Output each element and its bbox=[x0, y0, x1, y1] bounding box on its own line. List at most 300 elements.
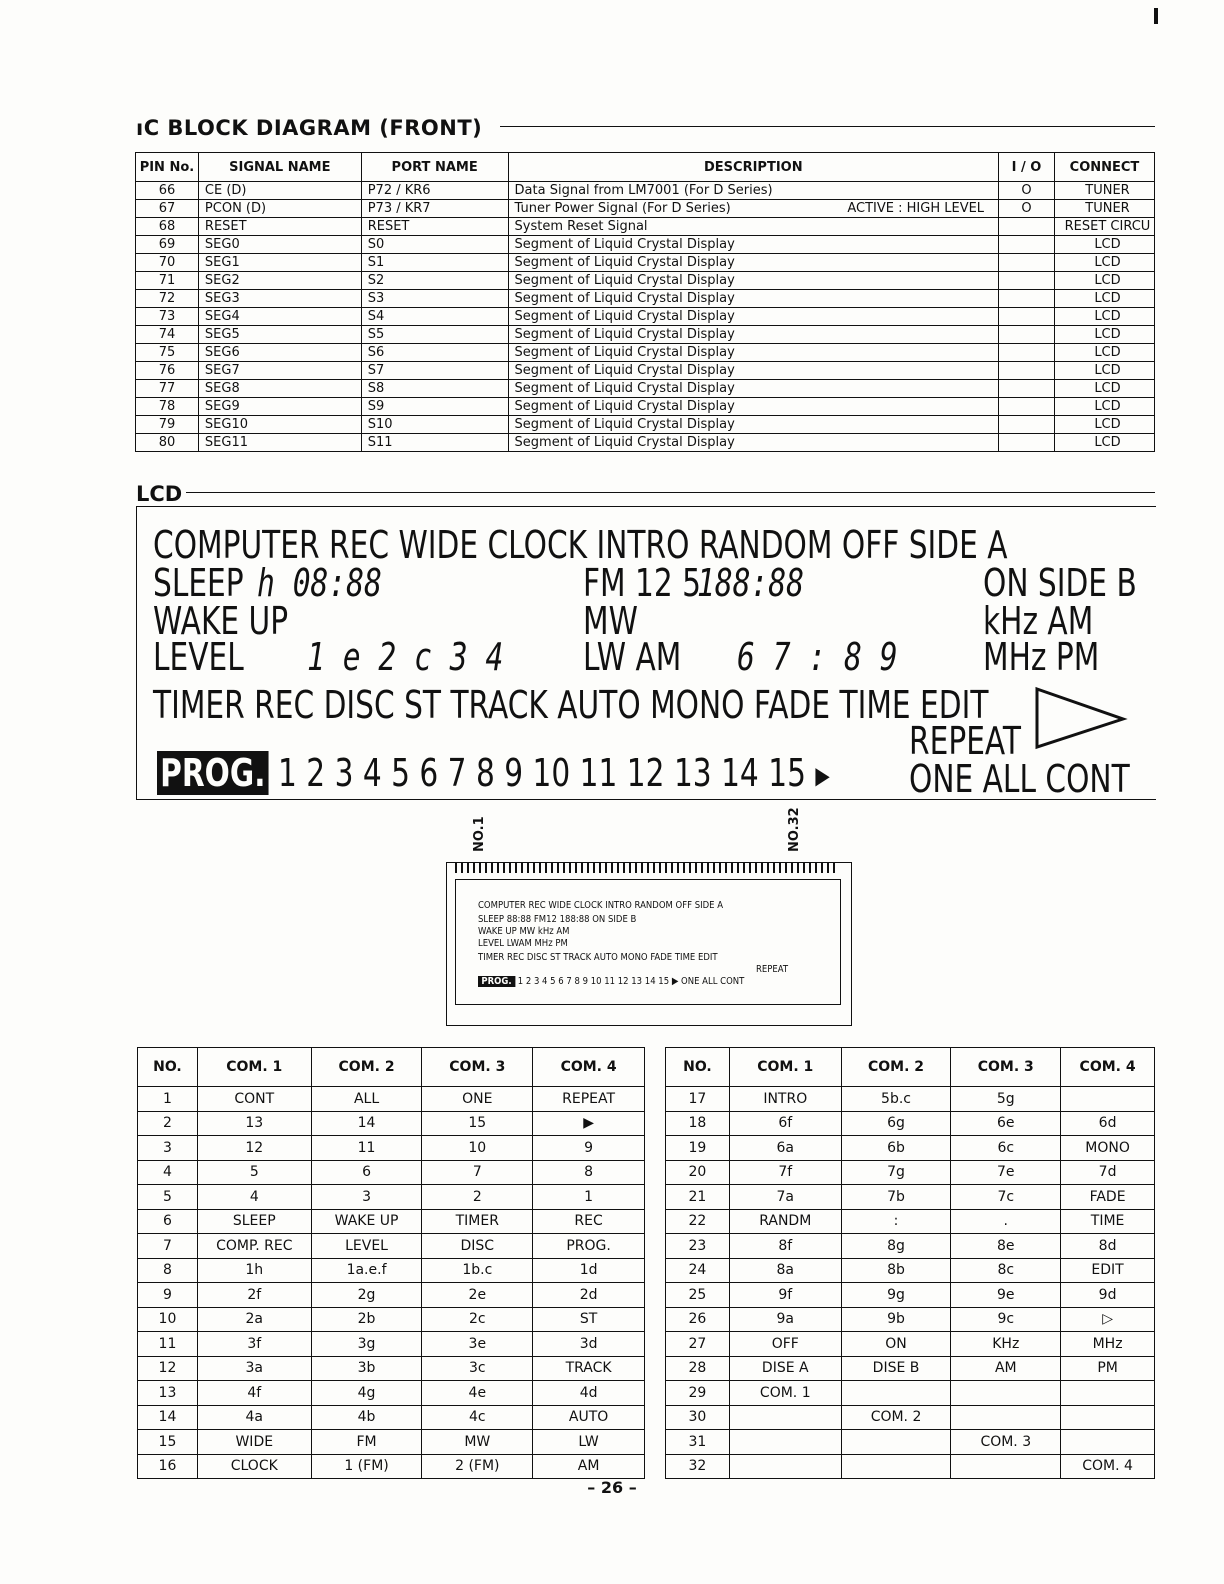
table-cell bbox=[999, 326, 1055, 344]
table-cell: 5b.c bbox=[841, 1087, 951, 1112]
lcd-sleep: SLEEP bbox=[153, 561, 244, 605]
table-cell: 4c bbox=[422, 1405, 533, 1430]
table-row bbox=[138, 1405, 645, 1430]
lcd-wake-up: WAKE UP bbox=[153, 599, 289, 643]
cell-text: SEG0 bbox=[204, 237, 240, 252]
table-cell: MW bbox=[422, 1430, 533, 1455]
table-row bbox=[136, 416, 1155, 434]
table-cell bbox=[198, 308, 361, 326]
mini-line-5: TIMER REC DISC ST TRACK AUTO MONO FADE TIME EDIT bbox=[478, 952, 718, 963]
table-cell bbox=[361, 254, 508, 272]
lcd-module-drawing bbox=[446, 862, 852, 1026]
table-cell: 7g bbox=[841, 1160, 951, 1185]
cell-text: SEG3 bbox=[204, 291, 240, 306]
table-cell bbox=[729, 1454, 841, 1479]
table-cell bbox=[198, 380, 361, 398]
table-cell: 15 bbox=[422, 1111, 533, 1136]
table-cell bbox=[841, 1381, 951, 1406]
table-cell: AUTO bbox=[533, 1405, 645, 1430]
table-cell: KHz bbox=[951, 1332, 1061, 1357]
table-cell: COM. 4 bbox=[1061, 1454, 1155, 1479]
table-cell: 9d bbox=[1061, 1283, 1155, 1308]
table-cell: REC bbox=[533, 1209, 645, 1234]
lcd-clock-digits: h 08:88 bbox=[257, 561, 382, 605]
cell-text: LCD bbox=[1094, 237, 1121, 252]
table-cell bbox=[361, 416, 508, 434]
table-cell bbox=[508, 344, 999, 362]
table-cell: 3g bbox=[311, 1332, 422, 1357]
title-rule bbox=[500, 126, 1155, 127]
cell-text: Data Signal from LM7001 (For D Series) bbox=[514, 183, 773, 198]
cell-text: 71 bbox=[158, 273, 176, 288]
lcd-module-window bbox=[455, 879, 841, 1005]
table-cell: 2 bbox=[422, 1185, 533, 1210]
table-row bbox=[666, 1209, 1155, 1234]
mini-numbers: 1 2 3 4 5 6 7 8 9 10 11 12 13 14 15 ▶ ONE ALL CONT bbox=[517, 976, 745, 987]
cell-text: System Reset Signal bbox=[514, 219, 648, 234]
table-row bbox=[666, 1185, 1155, 1210]
table-cell: DISC bbox=[422, 1234, 533, 1259]
table-cell bbox=[1061, 1381, 1155, 1406]
table-cell bbox=[361, 272, 508, 290]
table-cell bbox=[1054, 416, 1154, 434]
table-cell bbox=[361, 236, 508, 254]
lcd-one-all-cont: ONE ALL CONT bbox=[909, 757, 1130, 801]
table-cell: COM. 1 bbox=[729, 1381, 841, 1406]
table-cell: 9c bbox=[951, 1307, 1061, 1332]
table-cell: 4g bbox=[311, 1381, 422, 1406]
table-cell bbox=[198, 344, 361, 362]
com-table-left bbox=[137, 1047, 645, 1479]
table-cell bbox=[508, 434, 999, 452]
cell-text: Segment of Liquid Crystal Display bbox=[514, 273, 735, 288]
lcd-line-5: TIMER REC DISC ST TRACK AUTO MONO FADE TIME EDIT bbox=[153, 683, 989, 727]
table-row bbox=[666, 1160, 1155, 1185]
table-cell: 2d bbox=[533, 1283, 645, 1308]
table-row bbox=[138, 1185, 645, 1210]
table-cell: 32 bbox=[666, 1454, 730, 1479]
cell-text: P72 / KR6 bbox=[367, 183, 431, 198]
table-cell: 5 bbox=[138, 1185, 198, 1210]
table-cell bbox=[136, 344, 199, 362]
table-cell bbox=[361, 344, 508, 362]
table-cell bbox=[198, 290, 361, 308]
table-cell: 2f bbox=[197, 1283, 311, 1308]
column-header: PIN No. bbox=[136, 153, 199, 182]
table-cell bbox=[951, 1405, 1061, 1430]
cell-text: RESET CIRCU bbox=[1064, 219, 1151, 234]
table-row bbox=[136, 344, 1155, 362]
table-cell bbox=[136, 416, 199, 434]
cell-text: Segment of Liquid Crystal Display bbox=[514, 327, 735, 342]
lcd-mhz-pm: MHz PM bbox=[983, 635, 1100, 679]
cell-text: 79 bbox=[158, 417, 176, 432]
table-cell bbox=[361, 182, 508, 200]
table-cell bbox=[841, 1454, 951, 1479]
table-cell bbox=[136, 254, 199, 272]
table-cell: 1 bbox=[533, 1185, 645, 1210]
table-row bbox=[138, 1234, 645, 1259]
cell-text: SEG7 bbox=[204, 363, 240, 378]
table-cell bbox=[1061, 1430, 1155, 1455]
cell-text: S10 bbox=[367, 417, 393, 432]
table-cell: INTRO bbox=[729, 1087, 841, 1112]
mini-line-3: WAKE UP MW kHz AM bbox=[478, 926, 570, 937]
table-cell bbox=[136, 182, 199, 200]
table-cell: 2c bbox=[422, 1307, 533, 1332]
table-cell bbox=[361, 326, 508, 344]
column-header: COM. 4 bbox=[1061, 1048, 1155, 1087]
cell-text: S0 bbox=[367, 237, 385, 252]
table-cell bbox=[999, 416, 1055, 434]
table-cell bbox=[136, 218, 199, 236]
cell-text: 73 bbox=[158, 309, 176, 324]
table-row bbox=[666, 1332, 1155, 1357]
column-header: SIGNAL NAME bbox=[198, 153, 361, 182]
table-cell bbox=[951, 1381, 1061, 1406]
cell-text: SEG11 bbox=[204, 435, 249, 450]
column-header: NO. bbox=[666, 1048, 730, 1087]
cell-note: ACTIVE : HIGH LEVEL bbox=[847, 201, 985, 216]
table-cell: 23 bbox=[666, 1234, 730, 1259]
column-header: NO. bbox=[138, 1048, 198, 1087]
lcd-side-b: ON SIDE B bbox=[983, 561, 1137, 605]
cell-text: S11 bbox=[367, 435, 393, 450]
table-cell bbox=[136, 326, 199, 344]
table-cell bbox=[136, 380, 199, 398]
table-cell bbox=[508, 218, 999, 236]
table-cell bbox=[508, 200, 999, 218]
table-cell: 1h bbox=[197, 1258, 311, 1283]
table-cell: PM bbox=[1061, 1356, 1155, 1381]
table-cell bbox=[198, 218, 361, 236]
table-cell: ▶ bbox=[533, 1111, 645, 1136]
table-row bbox=[136, 308, 1155, 326]
section-title: ıC BLOCK DIAGRAM (FRONT) bbox=[136, 116, 483, 140]
table-cell bbox=[999, 380, 1055, 398]
cell-text: 70 bbox=[158, 255, 176, 270]
table-cell: 14 bbox=[138, 1405, 198, 1430]
table-cell: 22 bbox=[666, 1209, 730, 1234]
table-cell bbox=[841, 1430, 951, 1455]
table-cell: 12 bbox=[197, 1136, 311, 1161]
table-cell: 27 bbox=[666, 1332, 730, 1357]
table-cell: 9a bbox=[729, 1307, 841, 1332]
cell-text: S9 bbox=[367, 399, 385, 414]
table-cell: 1d bbox=[533, 1258, 645, 1283]
mini-line-6: REPEAT bbox=[756, 964, 789, 975]
cell-text: SEG2 bbox=[204, 273, 240, 288]
table-cell bbox=[999, 272, 1055, 290]
table-cell: TIME bbox=[1061, 1209, 1155, 1234]
table-row bbox=[666, 1430, 1155, 1455]
table-cell: 5g bbox=[951, 1087, 1061, 1112]
cell-text: SEG1 bbox=[204, 255, 240, 270]
cell-text: Segment of Liquid Crystal Display bbox=[514, 417, 735, 432]
table-cell bbox=[361, 218, 508, 236]
column-header: COM. 2 bbox=[311, 1048, 422, 1087]
table-row bbox=[138, 1111, 645, 1136]
cell-text: P73 / KR7 bbox=[367, 201, 431, 216]
table-cell: 1a.e.f bbox=[311, 1258, 422, 1283]
table-cell bbox=[136, 362, 199, 380]
table-cell bbox=[198, 434, 361, 452]
cell-text: SEG8 bbox=[204, 381, 240, 396]
table-row bbox=[138, 1160, 645, 1185]
table-cell bbox=[136, 200, 199, 218]
table-cell: 9 bbox=[138, 1283, 198, 1308]
table-cell bbox=[999, 290, 1055, 308]
table-row bbox=[136, 236, 1155, 254]
table-cell: LEVEL bbox=[311, 1234, 422, 1259]
table-row bbox=[136, 380, 1155, 398]
table-cell bbox=[508, 416, 999, 434]
table-row bbox=[666, 1405, 1155, 1430]
table-row bbox=[138, 1356, 645, 1381]
table-cell bbox=[508, 290, 999, 308]
mini-line-2: SLEEP 88:88 FM12 188:88 ON SIDE B bbox=[478, 914, 637, 925]
table-row bbox=[666, 1136, 1155, 1161]
table-cell: 7a bbox=[729, 1185, 841, 1210]
table-cell: DISE A bbox=[729, 1356, 841, 1381]
table-cell: 3 bbox=[311, 1185, 422, 1210]
table-cell: 2e bbox=[422, 1283, 533, 1308]
table-row bbox=[138, 1258, 645, 1283]
table-cell: 28 bbox=[666, 1356, 730, 1381]
lcd-line-1: COMPUTER REC WIDE CLOCK INTRO RANDOM OFF SIDE A bbox=[153, 523, 1008, 567]
lcd-digit-legend-right: 6 7 : 8 9 bbox=[737, 635, 898, 679]
table-cell bbox=[508, 398, 999, 416]
table-cell: 4d bbox=[533, 1381, 645, 1406]
table-cell: 2g bbox=[311, 1283, 422, 1308]
table-cell bbox=[1054, 380, 1154, 398]
table-cell: 8d bbox=[1061, 1234, 1155, 1259]
table-row bbox=[138, 1381, 645, 1406]
cell-text: TUNER bbox=[1085, 201, 1130, 216]
table-cell: 8a bbox=[729, 1258, 841, 1283]
table-cell bbox=[1054, 362, 1154, 380]
table-cell bbox=[999, 218, 1055, 236]
table-cell: PROG. bbox=[533, 1234, 645, 1259]
table-row bbox=[136, 272, 1155, 290]
table-cell bbox=[729, 1430, 841, 1455]
cell-text: S3 bbox=[367, 291, 385, 306]
cell-text: SEG4 bbox=[204, 309, 240, 324]
table-row bbox=[666, 1087, 1155, 1112]
table-cell: 30 bbox=[666, 1405, 730, 1430]
table-cell: 1 (FM) bbox=[311, 1454, 422, 1479]
table-cell: 6 bbox=[311, 1160, 422, 1185]
cell-text: 72 bbox=[158, 291, 176, 306]
table-cell: ST bbox=[533, 1307, 645, 1332]
cell-text: 69 bbox=[158, 237, 176, 252]
mini-line-4: LEVEL LWAM MHz PM bbox=[478, 938, 568, 949]
table-cell bbox=[1061, 1087, 1155, 1112]
table-cell: 10 bbox=[138, 1307, 198, 1332]
table-cell bbox=[361, 380, 508, 398]
table-cell bbox=[361, 290, 508, 308]
table-cell: LW bbox=[533, 1430, 645, 1455]
cell-text: SEG5 bbox=[204, 327, 240, 342]
cell-text: LCD bbox=[1094, 345, 1121, 360]
table-cell: 25 bbox=[666, 1283, 730, 1308]
table-cell bbox=[198, 362, 361, 380]
table-cell: 5 bbox=[197, 1160, 311, 1185]
table-cell bbox=[361, 362, 508, 380]
table-row bbox=[666, 1307, 1155, 1332]
cell-text: 77 bbox=[158, 381, 176, 396]
lcd-freq-digits: 188:88 bbox=[697, 561, 805, 605]
table-cell: 3c bbox=[422, 1356, 533, 1381]
table-cell: SLEEP bbox=[197, 1209, 311, 1234]
table-cell bbox=[1054, 218, 1154, 236]
cell-text: S5 bbox=[367, 327, 385, 342]
table-cell bbox=[1054, 326, 1154, 344]
table-cell bbox=[1054, 344, 1154, 362]
cell-text: LCD bbox=[1094, 435, 1121, 450]
table-cell bbox=[999, 398, 1055, 416]
table-row bbox=[136, 254, 1155, 272]
table-cell bbox=[136, 308, 199, 326]
table-cell: 9g bbox=[841, 1283, 951, 1308]
table-row bbox=[666, 1258, 1155, 1283]
table-cell: 3e bbox=[422, 1332, 533, 1357]
table-cell: 10 bbox=[422, 1136, 533, 1161]
table-cell: REPEAT bbox=[533, 1087, 645, 1112]
table-cell: 17 bbox=[666, 1087, 730, 1112]
table-cell: 7b bbox=[841, 1185, 951, 1210]
cell-text: LCD bbox=[1094, 309, 1121, 324]
table-cell: CONT bbox=[197, 1087, 311, 1112]
table-cell: : bbox=[841, 1209, 951, 1234]
cell-text: S2 bbox=[367, 273, 385, 288]
table-cell: . bbox=[951, 1209, 1061, 1234]
table-cell: 2 bbox=[138, 1111, 198, 1136]
column-header: CONNECT bbox=[1054, 153, 1154, 182]
table-cell: 21 bbox=[666, 1185, 730, 1210]
play-icon: ▶ bbox=[815, 761, 830, 790]
table-cell bbox=[508, 308, 999, 326]
table-cell: 2a bbox=[197, 1307, 311, 1332]
lcd-digit-legend-left: 1 e 2 c 3 4 bbox=[307, 635, 504, 679]
table-cell bbox=[508, 254, 999, 272]
table-cell bbox=[508, 272, 999, 290]
cell-text: Segment of Liquid Crystal Display bbox=[514, 381, 735, 396]
table-row bbox=[666, 1454, 1155, 1479]
table-cell: OFF bbox=[729, 1332, 841, 1357]
table-cell: 16 bbox=[138, 1454, 198, 1479]
cell-text: 74 bbox=[158, 327, 176, 342]
table-cell bbox=[1054, 236, 1154, 254]
cell-text: SEG10 bbox=[204, 417, 249, 432]
table-cell: 9b bbox=[841, 1307, 951, 1332]
table-cell bbox=[198, 272, 361, 290]
column-header: COM. 2 bbox=[841, 1048, 951, 1087]
table-cell bbox=[361, 434, 508, 452]
table-cell bbox=[508, 182, 999, 200]
table-cell: 7 bbox=[422, 1160, 533, 1185]
cell-text: LCD bbox=[1094, 417, 1121, 432]
table-cell: 8c bbox=[951, 1258, 1061, 1283]
table-cell: 13 bbox=[138, 1381, 198, 1406]
table-cell: FADE bbox=[1061, 1185, 1155, 1210]
table-cell: 7 bbox=[138, 1234, 198, 1259]
table-cell bbox=[999, 254, 1055, 272]
table-cell: WIDE bbox=[197, 1430, 311, 1455]
table-row bbox=[136, 182, 1155, 200]
table-cell: 6b bbox=[841, 1136, 951, 1161]
cell-text: 68 bbox=[158, 219, 176, 234]
table-cell bbox=[198, 200, 361, 218]
table-cell bbox=[361, 398, 508, 416]
table-cell: 26 bbox=[666, 1307, 730, 1332]
column-header: COM. 3 bbox=[951, 1048, 1061, 1087]
table-cell: 24 bbox=[666, 1258, 730, 1283]
cell-text: CE (D) bbox=[204, 183, 247, 198]
cell-text: Segment of Liquid Crystal Display bbox=[514, 399, 735, 414]
table-cell: 9e bbox=[951, 1283, 1061, 1308]
table-cell: ONE bbox=[422, 1087, 533, 1112]
lcd-level: LEVEL bbox=[153, 635, 244, 679]
cell-text: S6 bbox=[367, 345, 385, 360]
table-row bbox=[136, 362, 1155, 380]
column-header: COM. 1 bbox=[729, 1048, 841, 1087]
table-cell: 1 bbox=[138, 1087, 198, 1112]
table-cell: 13 bbox=[197, 1111, 311, 1136]
cell-text: 75 bbox=[158, 345, 176, 360]
cell-text: TUNER bbox=[1085, 183, 1130, 198]
table-cell: 8e bbox=[951, 1234, 1061, 1259]
cell-text: LCD bbox=[1094, 291, 1121, 306]
table-cell: 3a bbox=[197, 1356, 311, 1381]
table-cell: 6f bbox=[729, 1111, 841, 1136]
prog-badge: PROG. bbox=[157, 751, 269, 795]
cell-text: PCON (D) bbox=[204, 201, 267, 216]
table-row bbox=[666, 1283, 1155, 1308]
table-row bbox=[138, 1283, 645, 1308]
table-cell bbox=[1054, 434, 1154, 452]
table-row bbox=[138, 1087, 645, 1112]
table-cell: RANDM bbox=[729, 1209, 841, 1234]
cell-text: S4 bbox=[367, 309, 385, 324]
table-cell: 4 bbox=[197, 1185, 311, 1210]
table-row bbox=[666, 1234, 1155, 1259]
table-cell: TIMER bbox=[422, 1209, 533, 1234]
table-row bbox=[136, 200, 1155, 218]
table-cell: AM bbox=[533, 1454, 645, 1479]
lcd-rule bbox=[186, 492, 1155, 493]
table-cell: 12 bbox=[138, 1356, 198, 1381]
lcd-label: LCD bbox=[136, 482, 183, 506]
table-cell: 8b bbox=[841, 1258, 951, 1283]
cell-text: Segment of Liquid Crystal Display bbox=[514, 309, 735, 324]
table-cell: 1b.c bbox=[422, 1258, 533, 1283]
table-cell bbox=[136, 434, 199, 452]
table-cell bbox=[729, 1405, 841, 1430]
table-row bbox=[138, 1136, 645, 1161]
table-row bbox=[138, 1332, 645, 1357]
page-number: – 26 – bbox=[587, 1478, 637, 1497]
com-table-right bbox=[665, 1047, 1155, 1479]
table-cell: 6 bbox=[138, 1209, 198, 1234]
table-cell: 7e bbox=[951, 1160, 1061, 1185]
table-cell: 15 bbox=[138, 1430, 198, 1455]
cell-text: Segment of Liquid Crystal Display bbox=[514, 363, 735, 378]
table-cell: MONO bbox=[1061, 1136, 1155, 1161]
table-cell bbox=[999, 182, 1055, 200]
table-cell: 31 bbox=[666, 1430, 730, 1455]
cell-text: LCD bbox=[1094, 255, 1121, 270]
